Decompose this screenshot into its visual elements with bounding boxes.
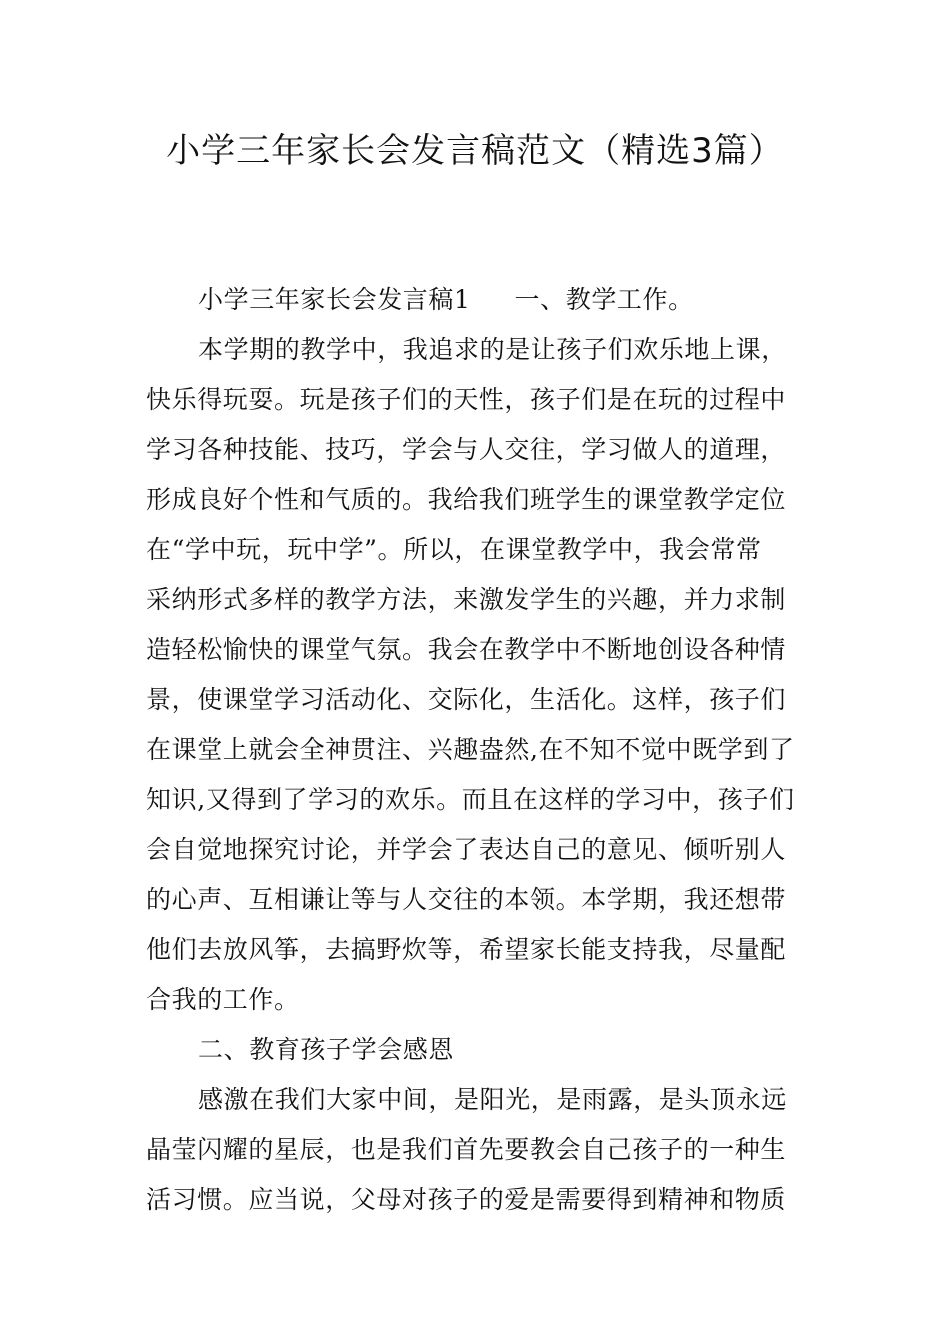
paragraph-line: 晶莹闪耀的星辰，也是我们首先要教会自己孩子的一种生 [146,1135,787,1164]
paragraph-line: 形成良好个性和气质的。我给我们班学生的课堂教学定位 [146,485,787,514]
paragraph-line: 的心声、互相谦让等与人交往的本领。本学期，我还想带 [146,885,787,914]
paragraph-line: 本学期的教学中，我追求的是让孩子们欢乐地上课， [198,335,787,364]
section-heading: 一、教学工作。 [514,285,694,314]
paragraph-line: 造轻松愉快的课堂气氛。我会在教学中不断地创设各种情 [146,635,787,664]
paragraph-line: 知识,又得到了学习的欢乐。而且在这样的学习中，孩子们 [146,785,795,814]
paragraph-line: 他们去放风筝，去搞野炊等，希望家长能支持我，尽量配 [146,935,787,964]
paragraph-line: 感激在我们大家中间，是阳光，是雨露，是头顶永远 [198,1085,787,1114]
paragraph-line: 在课堂上就会全神贯注、兴趣盎然,在不知不觉中既学到了 [146,735,795,764]
paragraph-line: 活习惯。应当说，父母对孩子的爱是需要得到精神和物质 [146,1185,787,1214]
paragraph-line: 景，使课堂学习活动化、交际化，生活化。这样，孩子们 [146,685,787,714]
section-heading: 二、教育孩子学会感恩 [198,1035,455,1064]
paragraph-line: 采纳形式多样的教学方法，来激发学生的兴趣，并力求制 [146,585,787,614]
speech-heading: 小学三年家长会发言稿1 [198,285,471,314]
paragraph-line: 学习各种技能、技巧，学会与人交往，学习做人的道理， [146,435,787,464]
paragraph-line: 合我的工作。 [146,985,300,1014]
paragraph-line: 在“学中玩，玩中学”。所以，在课堂教学中，我会常常 [146,535,762,564]
document-body [146,275,808,1225]
paragraph-line: 会自觉地探究讨论，并学会了表达自己的意见、倾听别人 [146,835,787,864]
paragraph-line [146,275,808,325]
document-title: 小学三年家长会发言稿范文（精选3篇） [166,131,784,171]
paragraph-line: 快乐得玩耍。玩是孩子们的天性，孩子们是在玩的过程中 [146,385,787,414]
